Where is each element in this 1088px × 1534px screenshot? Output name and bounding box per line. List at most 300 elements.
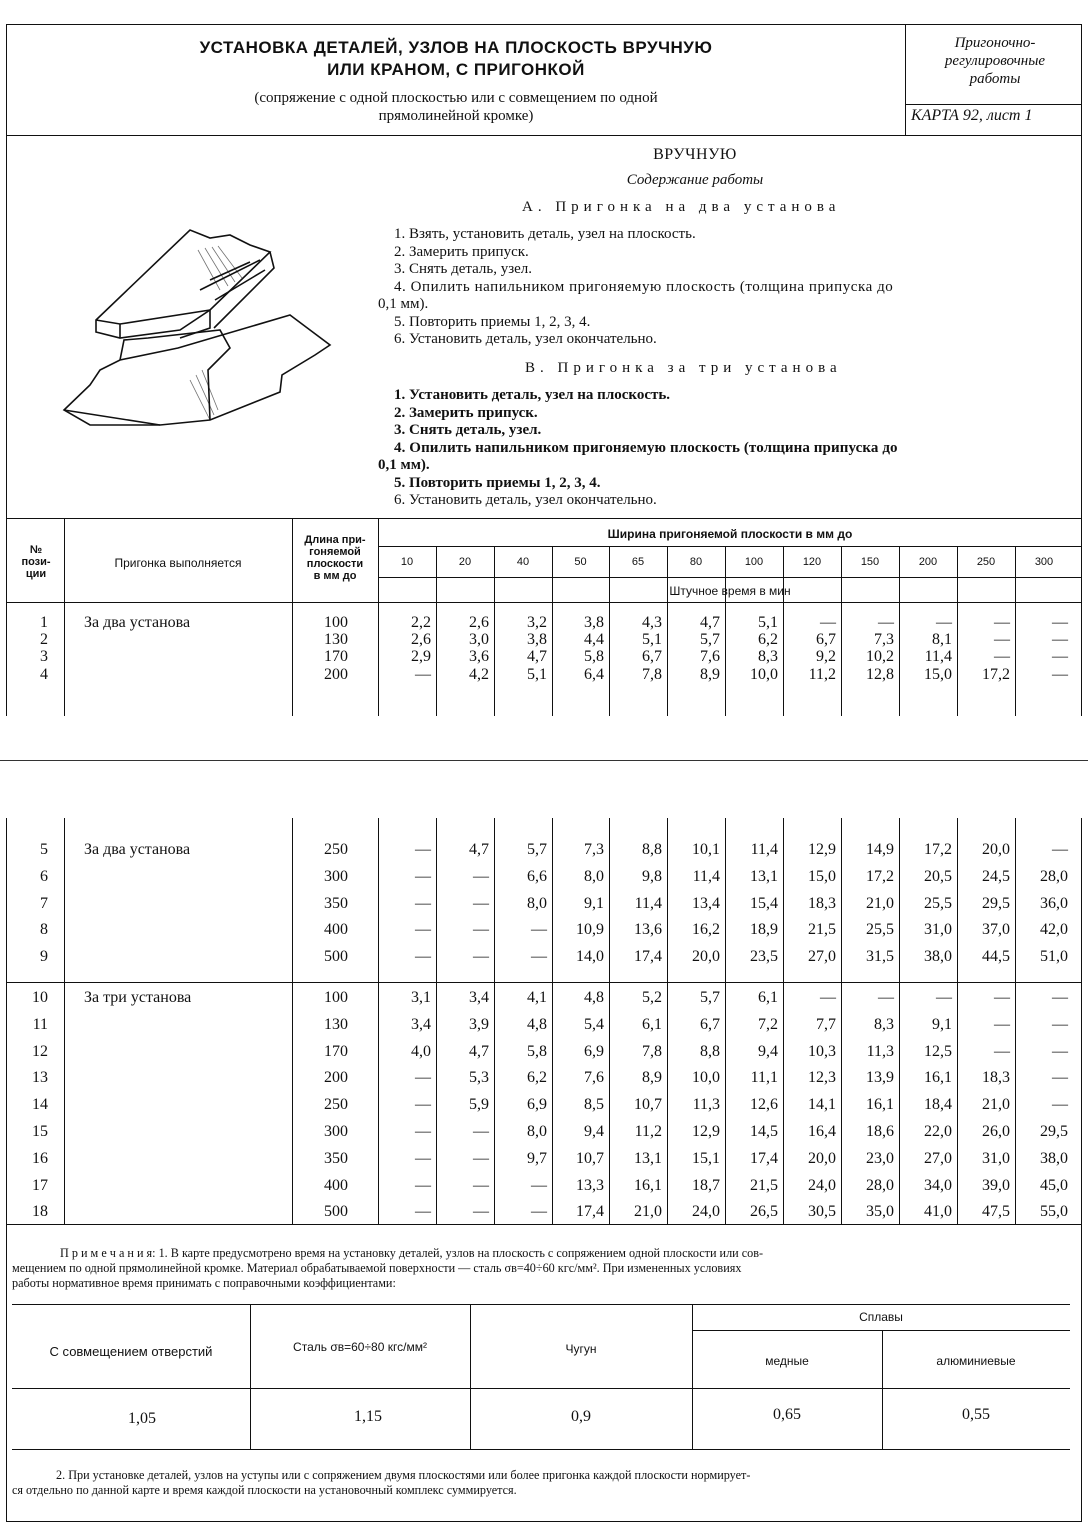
time-value: 11,2 — [634, 1123, 662, 1140]
width-label: 300 — [1034, 556, 1054, 568]
time-value: 8,3 — [874, 1015, 894, 1033]
time-value: 11,4 — [634, 894, 662, 912]
section-b-steps — [378, 387, 1018, 510]
time-value: 8,9 — [642, 1069, 662, 1087]
width-label: 100 — [744, 556, 764, 568]
time-value: — — [415, 867, 431, 885]
time-value: 16,1 — [634, 1176, 662, 1194]
time-value: 22,0 — [924, 1123, 952, 1140]
time-value: 3,4 — [411, 1015, 431, 1033]
time-value: 7,7 — [816, 1015, 836, 1033]
row-position: 5 — [40, 841, 48, 858]
time-value: 31,0 — [982, 1149, 1010, 1167]
time-value: 3,1 — [411, 989, 431, 1006]
time-value: 4,7 — [700, 614, 720, 631]
time-value: 17,4 — [750, 1149, 778, 1167]
time-value: 44,5 — [982, 948, 1010, 966]
time-value: 5,8 — [527, 1042, 547, 1060]
time-value: — — [415, 1096, 431, 1114]
coef-header-cast-iron: Чугун — [565, 1342, 597, 1356]
row-position: 9 — [40, 948, 48, 966]
time-value: 39,0 — [982, 1176, 1010, 1194]
width-label: 200 — [918, 556, 938, 568]
note-2-line-1: 2. При установке деталей, узлов на уступы или с сопряжением двумя плоскостями или более пригонка каждой плоскости нормирует- — [56, 1468, 751, 1482]
width-label: 40 — [516, 556, 530, 568]
time-value: 17,4 — [634, 948, 662, 966]
time-value: 26,5 — [750, 1203, 778, 1221]
time-value: 6,9 — [527, 1096, 547, 1114]
time-value: 27,0 — [924, 1149, 952, 1167]
col-header-pos: № пози- ции — [21, 544, 51, 580]
time-value: — — [1052, 666, 1068, 683]
table-divider — [64, 518, 65, 716]
time-value: 30,5 — [808, 1203, 836, 1221]
time-value: 11,4 — [750, 841, 778, 858]
time-value: 5,4 — [584, 1015, 604, 1033]
work-content-heading: Содержание работы — [626, 172, 764, 188]
time-value: 38,0 — [924, 948, 952, 966]
time-value: 4,2 — [469, 666, 489, 683]
time-value: 8,0 — [527, 1123, 547, 1140]
time-value: 26,0 — [982, 1123, 1010, 1140]
page-cut-line — [0, 760, 1088, 761]
row-length: 200 — [324, 1069, 348, 1087]
time-value: 20,0 — [982, 841, 1010, 858]
subtitle-line-1: (сопряжение с одной плоскостью или с совмещением по одной — [254, 90, 658, 106]
time-value: 55,0 — [1040, 1203, 1068, 1221]
time-value: — — [1052, 1069, 1068, 1087]
time-value: 15,0 — [924, 666, 952, 683]
time-value: — — [1052, 1042, 1068, 1060]
time-value: 11,1 — [750, 1069, 778, 1087]
time-value: 34,0 — [924, 1176, 952, 1194]
step-item: 5. Повторить приемы 1, 2, 3, 4. — [394, 313, 591, 330]
time-value: — — [473, 948, 489, 966]
time-value: — — [473, 867, 489, 885]
row-length: 500 — [324, 948, 348, 966]
time-value: 3,4 — [469, 989, 489, 1006]
row-length: 300 — [324, 1123, 348, 1140]
time-header: Штучное время в мин — [669, 584, 791, 598]
time-value: 7,3 — [584, 841, 604, 858]
step-item: 0,1 мм). — [378, 457, 430, 473]
time-value: — — [415, 1203, 431, 1221]
time-value: — — [994, 631, 1010, 648]
row-length: 350 — [324, 894, 348, 912]
time-value: 5,7 — [527, 841, 547, 858]
time-value: 8,5 — [584, 1096, 604, 1114]
row-length: 130 — [324, 631, 348, 648]
time-value: 42,0 — [1040, 921, 1068, 939]
time-value: 11,4 — [924, 648, 952, 665]
time-value: 14,0 — [576, 948, 604, 966]
time-value: 6,4 — [584, 666, 604, 683]
time-value: 18,3 — [808, 894, 836, 912]
time-value: 21,5 — [808, 921, 836, 939]
time-value: 4,0 — [411, 1042, 431, 1060]
time-value: 10,0 — [692, 1069, 720, 1087]
time-value: 2,2 — [411, 614, 431, 631]
time-value: 15,4 — [750, 894, 778, 912]
time-value: 8,0 — [584, 867, 604, 885]
time-value: 4,8 — [527, 1015, 547, 1033]
time-value: — — [994, 614, 1010, 631]
time-value: — — [1052, 989, 1068, 1006]
width-label: 10 — [400, 556, 414, 568]
time-value: — — [415, 841, 431, 858]
time-value: 6,1 — [758, 989, 778, 1006]
time-value: 14,5 — [750, 1123, 778, 1140]
mode-heading: ВРУЧНУЮ — [653, 146, 737, 163]
row-length: 170 — [324, 1042, 348, 1060]
time-value: — — [994, 1015, 1010, 1033]
time-value: 6,7 — [700, 1015, 720, 1033]
width-label: 50 — [574, 556, 587, 568]
time-value: — — [473, 1123, 489, 1140]
row-method: За два установа — [84, 841, 191, 858]
step-item: 6. Установить деталь, узел окончательно. — [394, 492, 657, 508]
time-value: 12,9 — [808, 841, 836, 858]
row-length: 250 — [324, 841, 348, 858]
row-position: 8 — [40, 921, 48, 939]
time-value: — — [415, 666, 431, 683]
coef-value-cast-iron: 0,9 — [571, 1408, 591, 1425]
time-value: 47,5 — [982, 1203, 1010, 1221]
time-value: 11,3 — [866, 1042, 894, 1060]
coef-value-copper: 0,65 — [773, 1406, 801, 1423]
time-value: — — [415, 1069, 431, 1087]
time-value: 38,0 — [1040, 1149, 1068, 1167]
row-position: 14 — [32, 1096, 48, 1114]
time-value: 16,1 — [866, 1096, 894, 1114]
time-value: 27,0 — [808, 948, 836, 966]
time-value: — — [531, 1203, 547, 1221]
row-position: 7 — [40, 894, 48, 912]
time-value: — — [415, 1176, 431, 1194]
step-item: 2. Замерить припуск. — [394, 243, 529, 260]
time-value: 5,1 — [527, 666, 547, 683]
time-value: 8,8 — [700, 1042, 720, 1060]
time-value: 4,8 — [584, 989, 604, 1006]
time-value: 4,7 — [469, 1042, 489, 1060]
step-item: 3. Снять деталь, узел. — [394, 261, 533, 277]
time-value: — — [936, 989, 952, 1006]
time-value: — — [820, 989, 836, 1006]
time-value: 15,0 — [808, 867, 836, 885]
time-value: — — [878, 989, 894, 1006]
time-value: 11,3 — [692, 1096, 720, 1114]
step-item: 1. Установить деталь, узел на плоскость. — [394, 387, 671, 403]
time-value: 13,1 — [750, 867, 778, 885]
time-value: 2,6 — [411, 631, 431, 648]
row-length: 100 — [324, 614, 348, 631]
row-length: 500 — [324, 1203, 348, 1221]
time-value: — — [531, 1176, 547, 1194]
coef-header-copper: медные — [765, 1354, 809, 1368]
time-value: 3,8 — [584, 614, 604, 631]
width-label: 20 — [458, 556, 472, 568]
time-value: 11,2 — [808, 666, 836, 683]
time-value: 5,9 — [469, 1096, 489, 1114]
time-value: 8,1 — [932, 631, 952, 648]
coef-value-steel: 1,15 — [354, 1408, 382, 1425]
time-value: 21,0 — [982, 1096, 1010, 1114]
step-item: 2. Замерить припуск. — [394, 404, 538, 421]
row-position: 16 — [32, 1149, 48, 1167]
time-value: 21,5 — [750, 1176, 778, 1194]
time-value: 10,9 — [576, 921, 604, 939]
time-value: 3,2 — [527, 614, 547, 631]
time-value: 6,1 — [642, 1015, 662, 1033]
time-value: 7,6 — [700, 648, 720, 665]
time-value: 29,5 — [1040, 1123, 1068, 1140]
title-line-2: ИЛИ КРАНОМ, С ПРИГОНКОЙ — [327, 60, 585, 79]
note-1-line-3: работы нормативное время принимать с поправочными коэффициентами: — [12, 1276, 396, 1290]
time-value: — — [1052, 631, 1068, 648]
row-position: 2 — [40, 631, 48, 648]
time-value: 16,2 — [692, 921, 720, 939]
time-value: 10,1 — [692, 841, 720, 858]
time-value: — — [473, 1203, 489, 1221]
time-value: 31,5 — [866, 948, 894, 966]
time-value: 21,0 — [866, 894, 894, 912]
row-length: 250 — [324, 1096, 348, 1114]
time-value: 14,9 — [866, 841, 894, 858]
time-value: 3,8 — [527, 631, 547, 648]
width-header: Ширина пригоняемой плоскости в мм до — [607, 527, 853, 541]
row-position: 6 — [40, 867, 48, 885]
time-value: 18,7 — [692, 1176, 720, 1194]
coef-value-holes: 1,05 — [128, 1410, 156, 1427]
time-value: 15,1 — [692, 1149, 720, 1167]
time-value: 4,7 — [527, 648, 547, 665]
time-value: 9,4 — [584, 1123, 604, 1140]
time-value: 8,9 — [700, 666, 720, 683]
time-value: 2,6 — [469, 614, 489, 631]
time-value: — — [415, 1123, 431, 1140]
time-value: 3,0 — [469, 631, 489, 648]
time-value: 18,3 — [982, 1069, 1010, 1087]
row-position: 3 — [40, 648, 48, 665]
time-value: 20,5 — [924, 867, 952, 885]
time-value: — — [1052, 648, 1068, 665]
time-value: 13,6 — [634, 921, 662, 939]
time-value: 10,7 — [634, 1096, 662, 1114]
time-value: 21,0 — [634, 1203, 662, 1221]
row-length: 400 — [324, 921, 348, 939]
subtitle-line-2: прямолинейной кромке) — [378, 108, 534, 124]
section-b-heading: В. Пригонка за три установа — [525, 360, 842, 376]
row-position: 11 — [32, 1015, 48, 1033]
time-value: — — [473, 894, 489, 912]
time-value: 3,6 — [469, 648, 489, 665]
time-value: 45,0 — [1040, 1176, 1068, 1194]
time-value: 17,4 — [576, 1203, 604, 1221]
time-value: 5,1 — [758, 614, 778, 631]
time-value: — — [531, 921, 547, 939]
step-item: 4. Опилить напильником пригоняемую плоскость (толщина припуска до — [394, 278, 894, 295]
time-value: 4,4 — [584, 631, 604, 648]
time-value: 13,4 — [692, 894, 720, 912]
col-header-method: Пригонка выполняется — [114, 556, 242, 570]
time-value: 3,9 — [469, 1015, 489, 1033]
time-value: — — [1052, 1015, 1068, 1033]
part-illustration — [60, 220, 340, 430]
row-position: 18 — [32, 1203, 48, 1221]
time-value: 7,8 — [642, 666, 662, 683]
width-label: 250 — [976, 556, 996, 568]
time-value: 17,2 — [924, 841, 952, 858]
time-value: 5,3 — [469, 1069, 489, 1087]
time-value: 20,0 — [808, 1149, 836, 1167]
step-item: 5. Повторить приемы 1, 2, 3, 4. — [394, 474, 601, 491]
time-value: 5,1 — [642, 631, 662, 648]
time-value: 13,1 — [634, 1149, 662, 1167]
time-value: — — [415, 948, 431, 966]
time-value: — — [1052, 614, 1068, 631]
time-value: 14,1 — [808, 1096, 836, 1114]
width-label: 65 — [631, 556, 645, 568]
time-value: 6,2 — [758, 631, 778, 648]
row-position: 12 — [32, 1042, 48, 1060]
time-value: 7,2 — [758, 1015, 778, 1033]
time-value: — — [1052, 1096, 1068, 1114]
time-value: 9,2 — [816, 648, 836, 665]
table-divider — [64, 818, 65, 1224]
time-value: 13,9 — [866, 1069, 894, 1087]
time-value: 29,5 — [982, 894, 1010, 912]
time-value: 6,7 — [816, 631, 836, 648]
time-value: 5,8 — [584, 648, 604, 665]
time-value: 18,9 — [750, 921, 778, 939]
card-header — [6, 24, 1082, 136]
row-method: За три установа — [84, 989, 192, 1006]
time-value: 36,0 — [1040, 894, 1068, 912]
step-item: 1. Взять, установить деталь, узел на плоскость. — [394, 226, 696, 242]
time-value: — — [994, 648, 1010, 665]
time-value: — — [415, 894, 431, 912]
time-value: 51,0 — [1040, 948, 1068, 966]
time-value: — — [994, 1042, 1010, 1060]
time-value: 16,4 — [808, 1123, 836, 1140]
time-value: 7,6 — [584, 1069, 604, 1087]
time-value: 35,0 — [866, 1203, 894, 1221]
time-value: — — [415, 921, 431, 939]
time-value: 4,7 — [469, 841, 489, 858]
time-value: 5,7 — [700, 989, 720, 1006]
coef-header-holes: С совмещением отверстий — [49, 1344, 213, 1359]
time-value: 28,0 — [866, 1176, 894, 1194]
time-value: 4,3 — [642, 614, 662, 631]
time-value: 25,5 — [924, 894, 952, 912]
row-position: 4 — [40, 666, 48, 683]
width-label: 150 — [860, 556, 880, 568]
time-value: 17,2 — [982, 666, 1010, 683]
row-position: 17 — [32, 1176, 48, 1194]
category-line-1: Пригоночно- — [954, 35, 1036, 51]
time-value: 18,4 — [924, 1096, 952, 1114]
note-1-line-2: мещением по одной прямолинейной кромке. Материал обрабатываемой поверхности — сталь σв=40÷60 кгс/мм². При измененных условиях — [12, 1261, 742, 1275]
time-value: 7,8 — [642, 1042, 662, 1060]
row-length: 130 — [324, 1015, 348, 1033]
row-length: 350 — [324, 1149, 348, 1167]
time-value: 9,1 — [584, 894, 604, 912]
time-value: 6,7 — [642, 648, 662, 665]
width-label: 120 — [802, 556, 822, 568]
time-value: 6,6 — [527, 867, 547, 885]
row-position: 10 — [32, 989, 48, 1006]
time-value: 9,8 — [642, 867, 662, 885]
time-value: 16,1 — [924, 1069, 952, 1087]
time-value: 8,0 — [527, 894, 547, 912]
row-length: 170 — [324, 648, 348, 665]
time-value: — — [415, 1149, 431, 1167]
time-value: 24,5 — [982, 867, 1010, 885]
time-value: 10,3 — [808, 1042, 836, 1060]
time-value: 37,0 — [982, 921, 1010, 939]
section-a-steps — [378, 226, 1018, 349]
time-value: 8,3 — [758, 648, 778, 665]
row-method: За два установа — [84, 614, 191, 631]
width-label: 80 — [689, 556, 703, 568]
time-value: 11,4 — [692, 867, 720, 885]
time-value: 10,7 — [576, 1149, 604, 1167]
time-value: 41,0 — [924, 1203, 952, 1221]
row-position: 13 — [32, 1069, 48, 1087]
time-value: 8,8 — [642, 841, 662, 858]
time-value: 5,7 — [700, 631, 720, 648]
time-value: 12,6 — [750, 1096, 778, 1114]
section-a-heading: А. Пригонка на два установа — [522, 199, 841, 215]
time-value: — — [473, 1149, 489, 1167]
time-value: — — [994, 989, 1010, 1006]
time-value: 25,5 — [866, 921, 894, 939]
row-position: 15 — [32, 1123, 48, 1140]
time-value: 24,0 — [808, 1176, 836, 1194]
row-length: 200 — [324, 666, 348, 683]
time-value: 6,2 — [527, 1069, 547, 1087]
coef-header-aluminium: алюминиевые — [936, 1354, 1016, 1368]
time-value: 9,1 — [932, 1015, 952, 1033]
row-length: 300 — [324, 867, 348, 885]
row-position: 1 — [40, 614, 48, 631]
time-value: — — [531, 948, 547, 966]
time-value: — — [473, 921, 489, 939]
time-value: 17,2 — [866, 867, 894, 885]
time-value: 9,4 — [758, 1042, 778, 1060]
time-value: 2,9 — [411, 648, 431, 665]
category-line-2: регулировочные — [944, 53, 1046, 69]
time-value: 13,3 — [576, 1176, 604, 1194]
time-value: — — [473, 1176, 489, 1194]
step-item: 6. Установить деталь, узел окончательно. — [394, 331, 657, 347]
time-value: 20,0 — [692, 948, 720, 966]
time-value: 10,2 — [866, 648, 894, 665]
card-number: КАРТА 92, лист 1 — [911, 107, 1033, 124]
time-value: 31,0 — [924, 921, 952, 939]
time-value: 4,1 — [527, 989, 547, 1006]
time-value: 6,9 — [584, 1042, 604, 1060]
time-value: 9,7 — [527, 1149, 547, 1167]
time-value: — — [936, 614, 952, 631]
category-line-3: работы — [969, 71, 1021, 87]
time-value: — — [1052, 841, 1068, 858]
coef-header-alloys: Сплавы — [859, 1310, 903, 1324]
time-value: 7,3 — [874, 631, 894, 648]
time-value: 10,0 — [750, 666, 778, 683]
step-item: 3. Снять деталь, узел. — [394, 422, 542, 438]
note-1-line-1: П р и м е ч а н и я: 1. В карте предусмотрено время на установку деталей, узлов на плоскость с сопряжением одной плоскости или сов- — [60, 1246, 764, 1260]
